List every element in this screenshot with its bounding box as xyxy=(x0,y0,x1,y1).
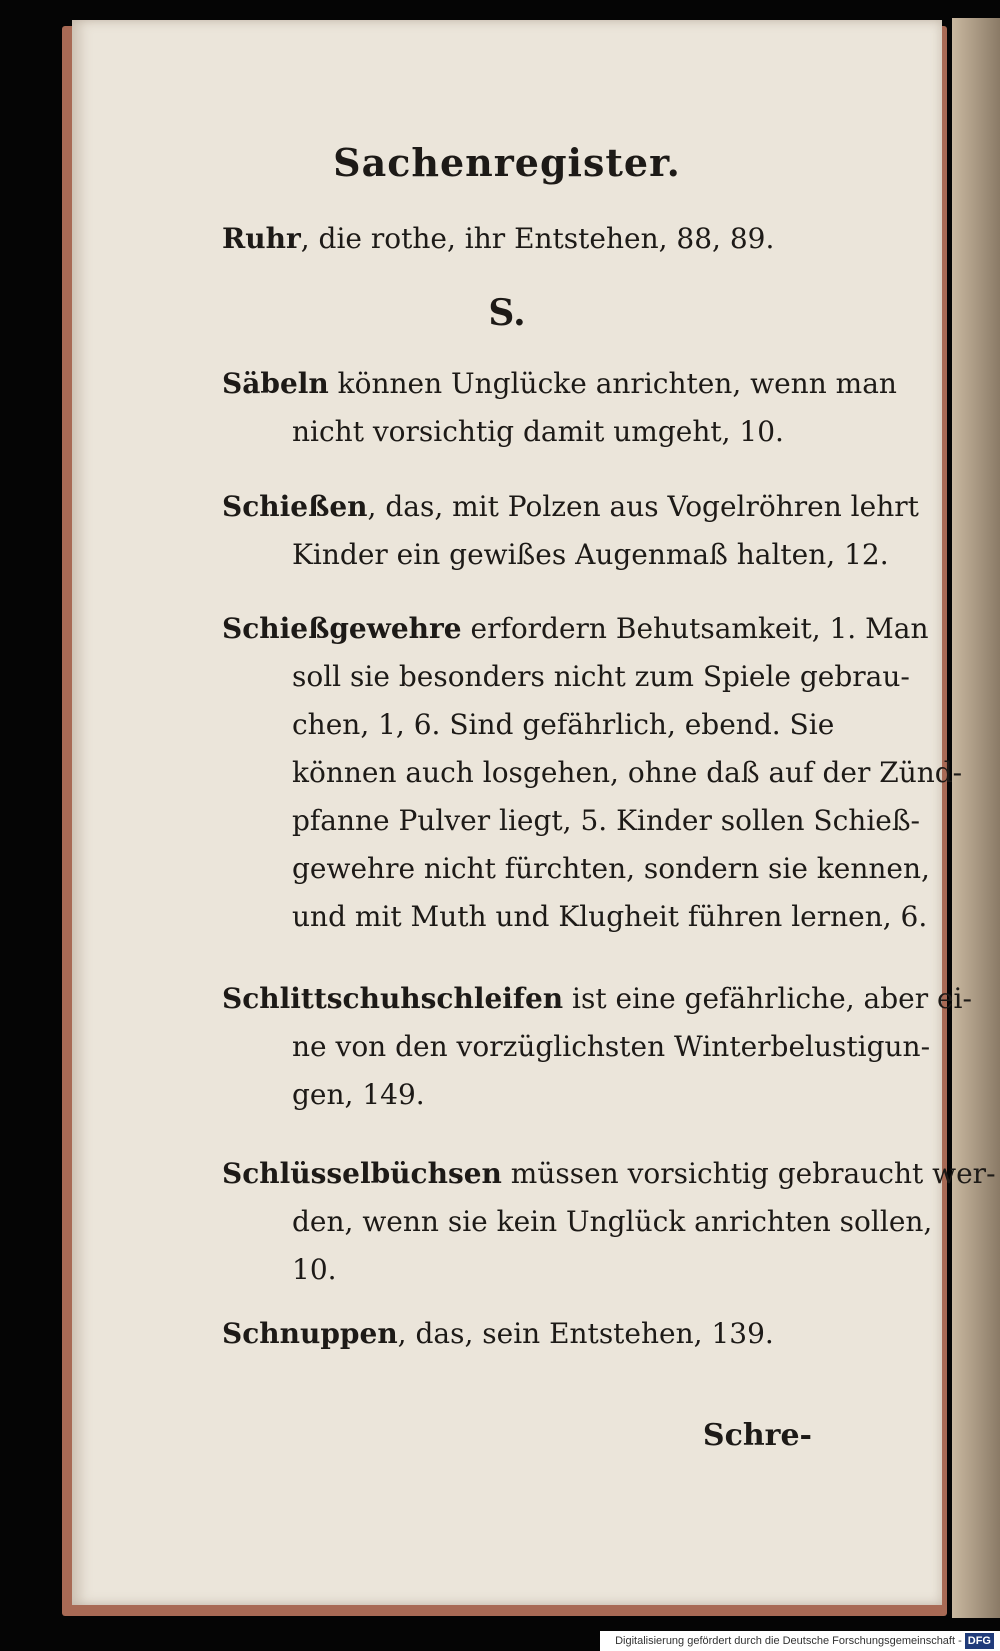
index-entry xyxy=(222,1150,996,1294)
entry-line: nicht vorsichtig damit umgeht, 10. xyxy=(292,415,784,448)
entry-line: 10. xyxy=(292,1253,337,1286)
dfg-logo[interactable]: DFG xyxy=(965,1633,994,1649)
index-entry xyxy=(222,215,912,263)
entry-line: können auch losgehen, ohne daß auf der Zünd- xyxy=(292,756,963,789)
entry-headword: Schnuppen xyxy=(222,1317,398,1350)
entry-line: ne von den vorzüglichsten Winterbelustigun- xyxy=(292,1030,931,1063)
index-entry xyxy=(222,605,963,941)
entry-line: gewehre nicht fürchten, sondern sie kennen, xyxy=(292,852,930,885)
entry-headword: Säbeln xyxy=(222,367,329,400)
entry-line xyxy=(222,483,919,531)
index-entry xyxy=(222,1310,912,1358)
entry-headword: Schlüsselbüchsen xyxy=(222,1157,502,1190)
entry-text: erfordern Behutsamkeit, 1. Man xyxy=(461,612,929,645)
entry-headword: Schießgewehre xyxy=(222,612,462,645)
entry-text: ist eine gefährliche, aber ei- xyxy=(563,982,972,1015)
digitization-footer xyxy=(600,1631,1000,1651)
entry-line: Kinder ein gewißes Augenmaß halten, 12. xyxy=(292,538,889,571)
entry-line xyxy=(222,360,912,408)
entry-line: pfanne Pulver liegt, 5. Kinder sollen Schieß- xyxy=(292,804,921,837)
entry-text: müssen vorsichtig gebraucht wer- xyxy=(501,1157,996,1190)
entry-text: können Unglücke anrichten, wenn man xyxy=(328,367,897,400)
index-entry xyxy=(222,975,972,1119)
entry-line: den, wenn sie kein Unglück anrichten sollen, xyxy=(292,1205,933,1238)
entry-line: soll sie besonders nicht zum Spiele gebrau- xyxy=(292,660,910,693)
entry-headword: Ruhr xyxy=(222,222,301,255)
catchword: Schre- xyxy=(702,1418,812,1453)
entry-line xyxy=(222,215,912,263)
entry-headword: Schlittschuhschleifen xyxy=(222,982,564,1015)
index-entry xyxy=(222,360,912,456)
entry-text: , das, mit Polzen aus Vogelröhren lehrt xyxy=(367,490,919,523)
entry-line xyxy=(222,975,972,1023)
entry-headword: Schießen xyxy=(222,490,368,523)
entry-line xyxy=(222,1150,996,1198)
entry-text: , die rothe, ihr Entstehen, 88, 89. xyxy=(300,222,775,255)
book-page xyxy=(72,20,996,1605)
page-header: Sachenregister. xyxy=(333,140,681,185)
entry-line: chen, 1, 6. Sind gefährlich, ebend. Sie xyxy=(292,708,835,741)
footer-text: Digitalisierung gefördert durch die Deutsche Forschungsgemeinschaft - xyxy=(615,1635,962,1647)
book-fore-edge xyxy=(952,18,1000,1618)
entry-line: gen, 149. xyxy=(292,1078,425,1111)
index-entry xyxy=(222,483,919,579)
entry-line xyxy=(222,1310,912,1358)
entry-line: und mit Muth und Klugheit führen lernen, 6. xyxy=(292,900,928,933)
entry-line xyxy=(222,605,929,653)
section-letter: S. xyxy=(488,292,526,334)
entry-text: , das, sein Entstehen, 139. xyxy=(397,1317,774,1350)
